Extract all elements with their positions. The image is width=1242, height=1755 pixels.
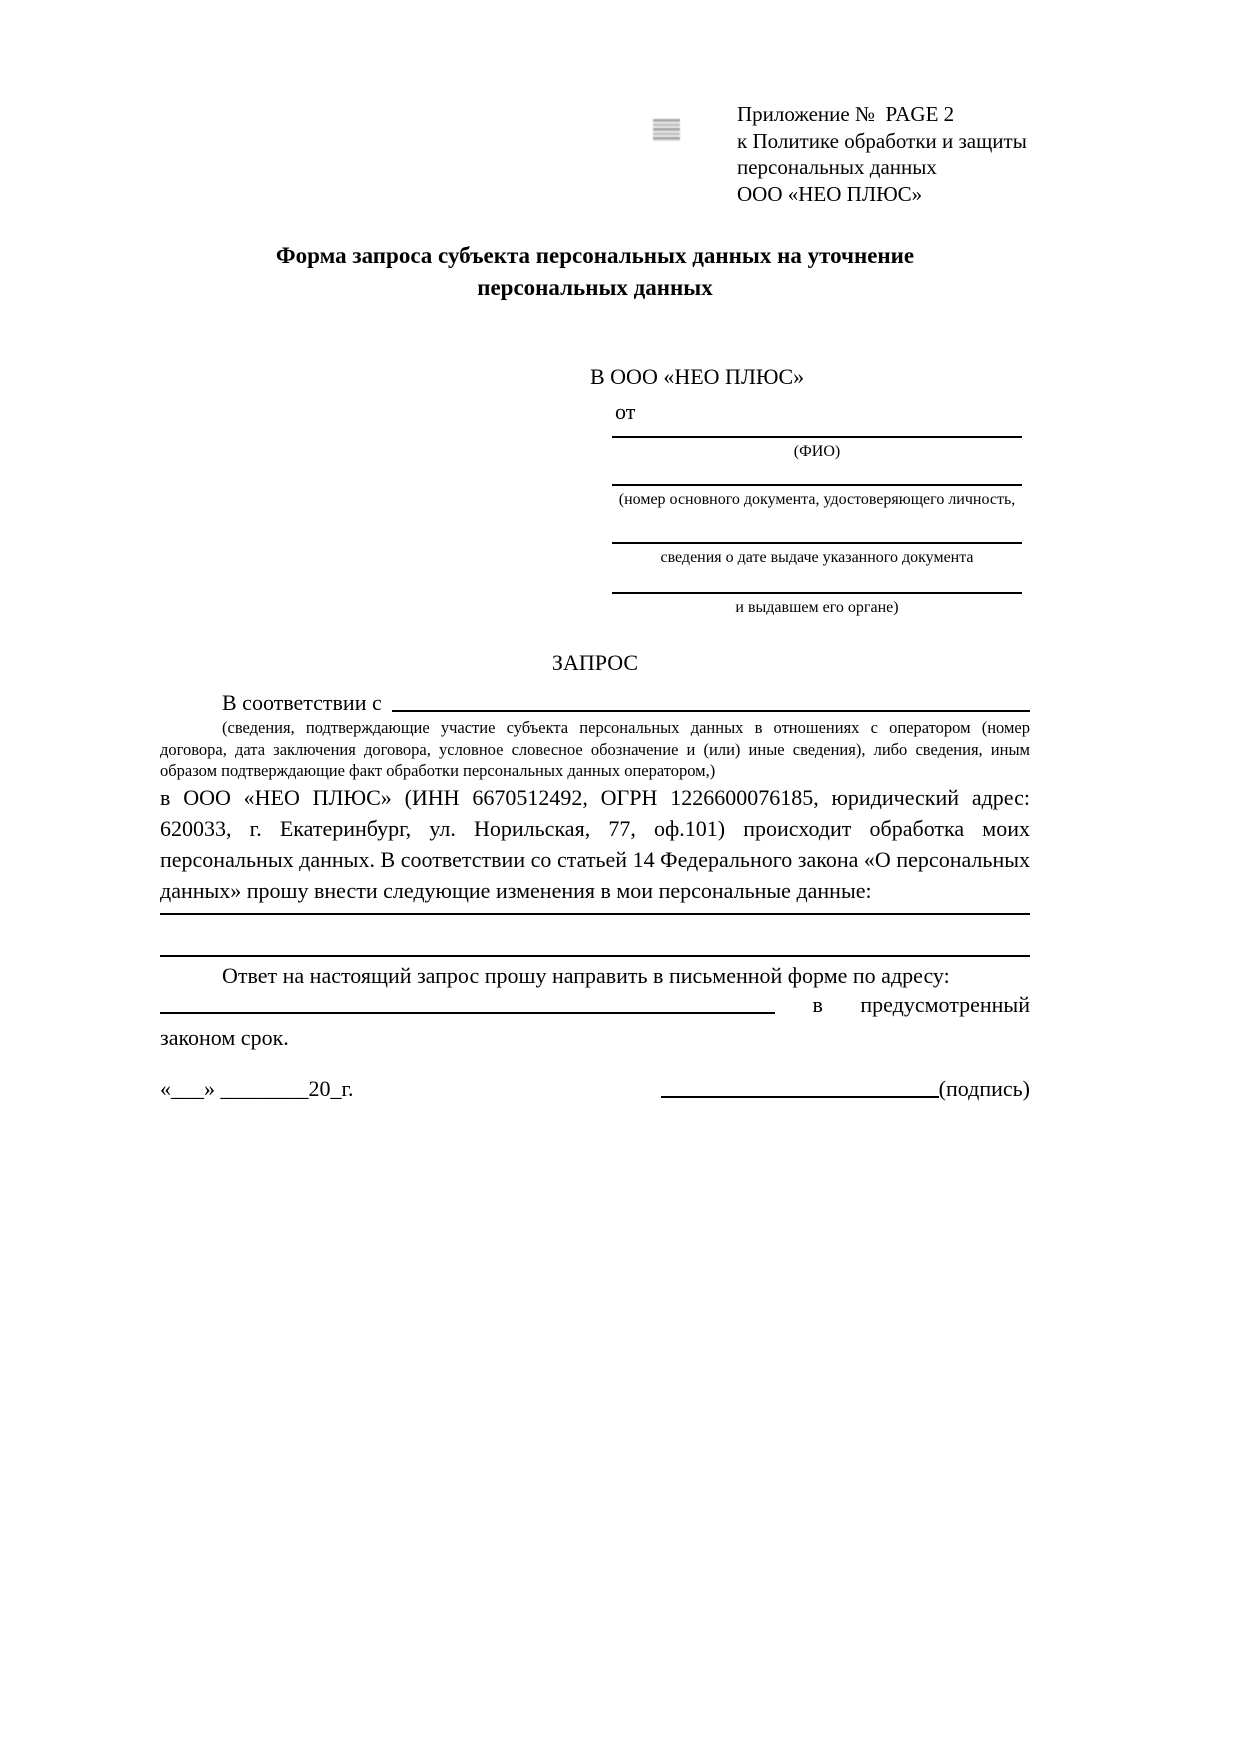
issuing-authority-caption: и выдавшем его органе): [735, 599, 899, 616]
response-word: предусмотренный: [860, 992, 1030, 1017]
field-code-marker-icon: [653, 119, 680, 141]
changes-blank-line: [160, 955, 1030, 957]
response-address-row: [160, 992, 1030, 1018]
signature-blank-line: [661, 1096, 939, 1098]
issue-date-blank-line: [612, 542, 1022, 544]
date-signature-row: [160, 1076, 1030, 1102]
response-closing-text: законом срок.: [160, 1025, 289, 1050]
addressee-company: В ООО «НЕО ПЛЮС»: [590, 364, 805, 389]
appendix-header: [737, 101, 1067, 207]
document-number-blank-line: [612, 484, 1022, 486]
form-title-line: Форма запроса субъекта персональных данных на уточнение: [275, 243, 915, 268]
appendix-header-line: Приложение № PAGE 2: [737, 102, 955, 126]
form-title-line: персональных данных: [477, 275, 713, 300]
issue-date-caption: сведения о дате выдаче указанного документа: [660, 549, 974, 566]
date-blank: «___» ________20_г.: [160, 1076, 354, 1101]
issuing-authority-blank-line: [612, 592, 1022, 594]
intro-prefix: В соответствии с: [222, 690, 382, 715]
response-request-text: Ответ на настоящий запрос прошу направить в письменной форме по адресу:: [222, 963, 950, 988]
response-word: в: [812, 992, 823, 1017]
appendix-header-line: ООО «НЕО ПЛЮС»: [737, 181, 923, 206]
document-number-caption: (номер основного документа, удостоверяющего личность,: [618, 491, 1016, 508]
appendix-header-line: персональных данных: [737, 155, 937, 179]
basis-blank-line: [392, 710, 1030, 712]
from-label: от: [615, 399, 636, 424]
request-heading: ЗАПРОС: [551, 650, 639, 675]
fio-blank-line: [612, 436, 1022, 438]
form-title: [160, 240, 1030, 304]
request-body: в ООО «НЕО ПЛЮС» (ИНН 6670512492, ОГРН 1226600076185, юридический адрес: 620033, г. Екатеринбург, ул. Норильская, 77, оф.101) происходит обработка моих персональных данных. В соответствии со статьей 14 Федерального закона «О персональных данных» прошу внести следующие изменения в мои персональные данные:: [160, 785, 1030, 903]
intro-row: [160, 690, 1030, 716]
fine-print: (сведения, подтверждающие участие субъекта персональных данных в отношениях с оператором (номер договора, дата заключения договора, условное словесное обозначение и (или) иные сведения), либо сведения, иным образом подтверждающие факт обработки персональных данных оператором,): [160, 718, 1030, 780]
changes-blank-line: [160, 913, 1030, 915]
appendix-header-line: к Политике обработки и защиты: [737, 128, 1027, 153]
address-blank-line: [160, 1012, 775, 1014]
fio-caption: (ФИО): [793, 443, 841, 460]
signature-caption: (подпись): [938, 1076, 1030, 1101]
